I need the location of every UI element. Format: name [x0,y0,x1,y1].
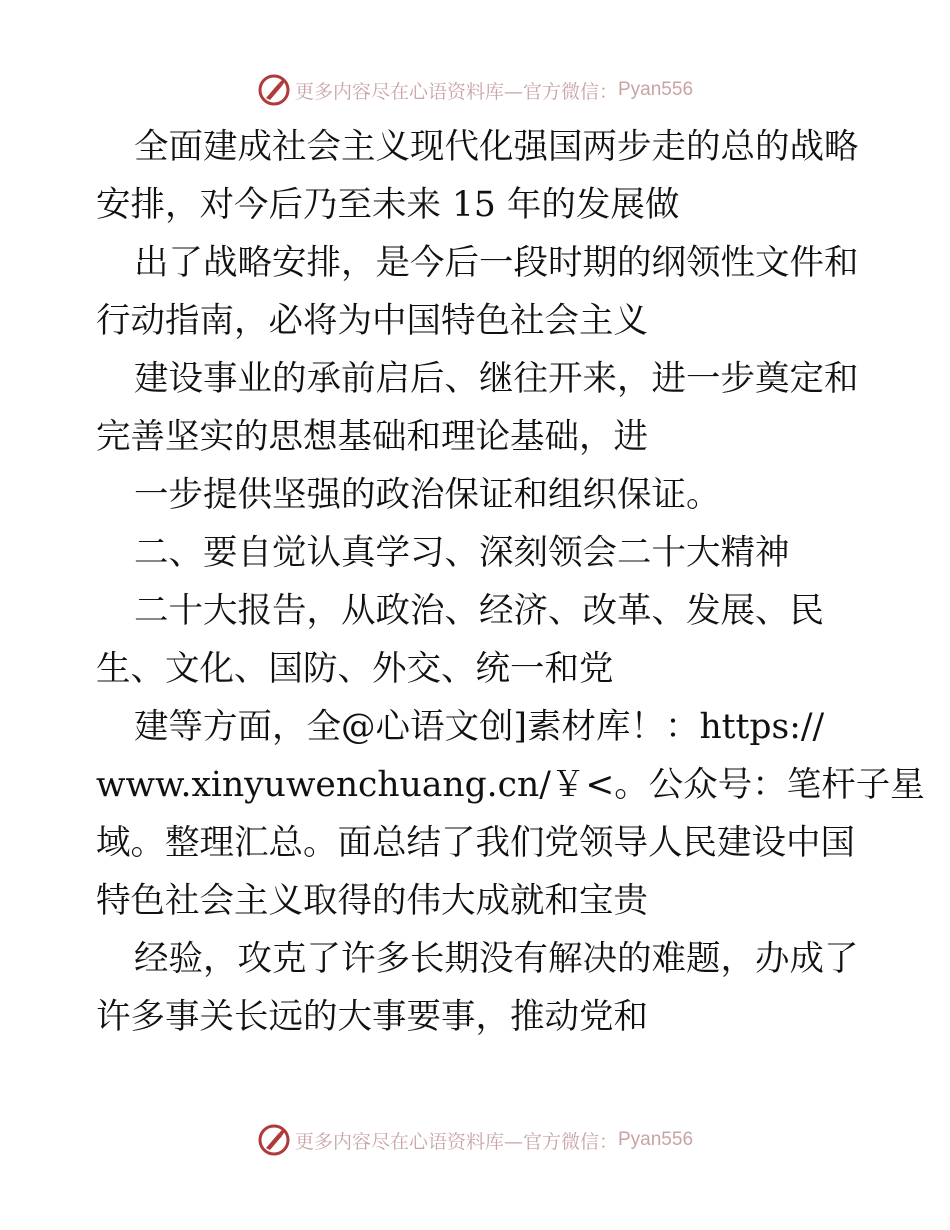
document-body [96,118,925,1046]
text-line: 建设事业的承前启后、继往开来，进一步奠定和 [134,359,859,399]
text-line: 经验，攻克了许多长期没有解决的难题，办成了 [134,939,859,979]
watermark-wechat-handle: Pyan556 [618,1129,694,1150]
text-line: 建等方面，全@心语文创]素材库！：https:// [134,707,825,747]
text-line: 出了战略安排，是今后一段时期的纲领性文件和 [134,243,859,283]
text-line: 域。整理汇总。面总结了我们党领导人民建设中国 [96,823,855,863]
text-line: 一步提供坚强的政治保证和组织保证。 [134,475,721,515]
text-line: 行动指南，必将为中国特色社会主义 [96,301,648,341]
pen-logo-icon [257,73,291,107]
text-line: 二十大报告，从政治、经济、改革、发展、民 [134,591,824,631]
watermark-text: 更多内容尽在心语资料库—官方微信： [294,1130,618,1153]
text-line: 全面建成社会主义现代化强国两步走的总的战略 [134,127,859,167]
watermark-wechat-handle: Pyan556 [618,79,694,100]
text-line: www.xinyuwenchuang.cn/￥<。公众号：笔杆子星 [96,765,925,805]
text-line: 许多事关长远的大事要事，推动党和 [96,997,648,1037]
watermark-text: 更多内容尽在心语资料库—官方微信： [294,80,618,103]
text-line: 二、要自觉认真学习、深刻领会二十大精神 [134,533,790,573]
text-line: 完善坚实的思想基础和理论基础，进 [96,417,648,457]
text-line: 生、文化、国防、外交、统一和党 [96,649,614,689]
header-watermark [0,70,950,110]
text-line: 特色社会主义取得的伟大成就和宝贵 [96,881,648,921]
text-line: 安排，对今后乃至未来 15 年的发展做 [96,185,680,225]
pen-logo-icon [257,1123,291,1157]
footer-watermark [0,1120,950,1160]
